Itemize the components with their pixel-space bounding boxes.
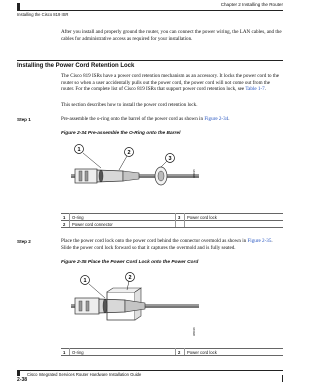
step-1-body: Pre-assemble the o-ring onto the barrel of the power cord as shown in xyxy=(61,116,204,122)
footer-marker-block xyxy=(17,371,20,376)
section-paragraph xyxy=(61,73,283,93)
table-row xyxy=(61,221,283,228)
figure-2-35-illustration xyxy=(61,270,201,332)
legend-label: Power cord lock xyxy=(185,214,284,221)
o-ring-shape xyxy=(99,170,103,182)
section-paragraph-end: . xyxy=(264,86,266,93)
table-row xyxy=(61,214,283,221)
figure-2-35-legend-table xyxy=(61,348,283,356)
section-note: This section describes how to install the power cord retention lock. xyxy=(61,102,198,108)
step-1-label: Step 1 xyxy=(17,117,31,122)
page-number: 2-38 xyxy=(17,377,28,383)
step-2-text xyxy=(61,238,283,251)
legend-number: 2 xyxy=(61,221,70,228)
o-ring-shape xyxy=(103,299,107,313)
legend-number xyxy=(176,221,185,228)
legend-label: O-ring xyxy=(70,214,176,221)
figure-2-35-link[interactable]: Figure 2-35 xyxy=(247,238,272,244)
step-1-end: . xyxy=(228,116,230,122)
section-heading-rule xyxy=(17,60,283,61)
header-rule xyxy=(17,10,283,11)
callout-2-label: 2 xyxy=(127,150,131,156)
figure-2-34-title: Figure 2-34 Pre-assemble the O-Ring onto the Barrel xyxy=(61,131,181,136)
figure-2-35-title: Figure 2-35 Place the Power Cord Lock onto the Power Cord xyxy=(61,260,199,265)
running-header-chapter: Chapter 2 Installing the Router xyxy=(220,2,283,7)
running-header-section: Installing the Cisco 819 ISR xyxy=(17,12,69,17)
footer-edge-mark xyxy=(282,375,283,382)
intro-paragraph: After you install and properly ground the router, you can connect the power wiring, the LAN cables, and the cables for administrative access as required for your installation. xyxy=(61,29,282,42)
step-2-label: Step 2 xyxy=(17,239,31,244)
callout-3-label: 3 xyxy=(168,156,172,162)
callout-2-label: 2 xyxy=(128,275,132,281)
section-paragraph-text: The Cisco 819 ISRs have a power cord retention mechanism as an accessory. It locks the power cord to the router so when a user accidentally pulls out the power cord, the power cord will not come out from the router. For the complete list of Cisco 819 ISRs that support power cord retention lock, see xyxy=(61,73,280,93)
legend-label: Power cord connector xyxy=(70,221,176,228)
legend-label: O-ring xyxy=(70,349,176,356)
legend-number: 1 xyxy=(61,349,70,356)
callout-1-label: 1 xyxy=(83,278,87,284)
figure-2-35-id-tag: 380016 xyxy=(193,327,196,336)
figure-2-34-legend-table xyxy=(61,213,283,228)
figure-2-34-id-tag: 380015 xyxy=(193,169,196,178)
figure-2-34-link[interactable]: Figure 2-34 xyxy=(204,116,229,122)
legend-number: 2 xyxy=(176,349,185,356)
legend-label xyxy=(185,221,284,228)
table-1-7-link[interactable]: Table 1-7 xyxy=(245,86,265,93)
header-marker-block xyxy=(17,3,20,10)
step-2-end: . Slide the power cord lock forward so that it captures the overmold and is fully seated. xyxy=(61,238,273,251)
legend-label: Power cord lock xyxy=(185,349,284,356)
footer-rule xyxy=(17,370,283,371)
step-1-text xyxy=(61,116,283,123)
step-2-body: Place the power cord lock onto the power cord behind the connector overmold as shown in xyxy=(61,238,247,244)
legend-number: 1 xyxy=(61,214,70,221)
legend-number: 3 xyxy=(176,214,185,221)
section-heading: Installing the Power Cord Retention Lock xyxy=(17,63,135,69)
figure-2-34-illustration xyxy=(61,139,201,199)
footer-title: Cisco Integrated Services Router Hardware Installation Guide xyxy=(27,372,142,377)
table-row xyxy=(61,349,283,356)
callout-1-label: 1 xyxy=(77,147,81,153)
